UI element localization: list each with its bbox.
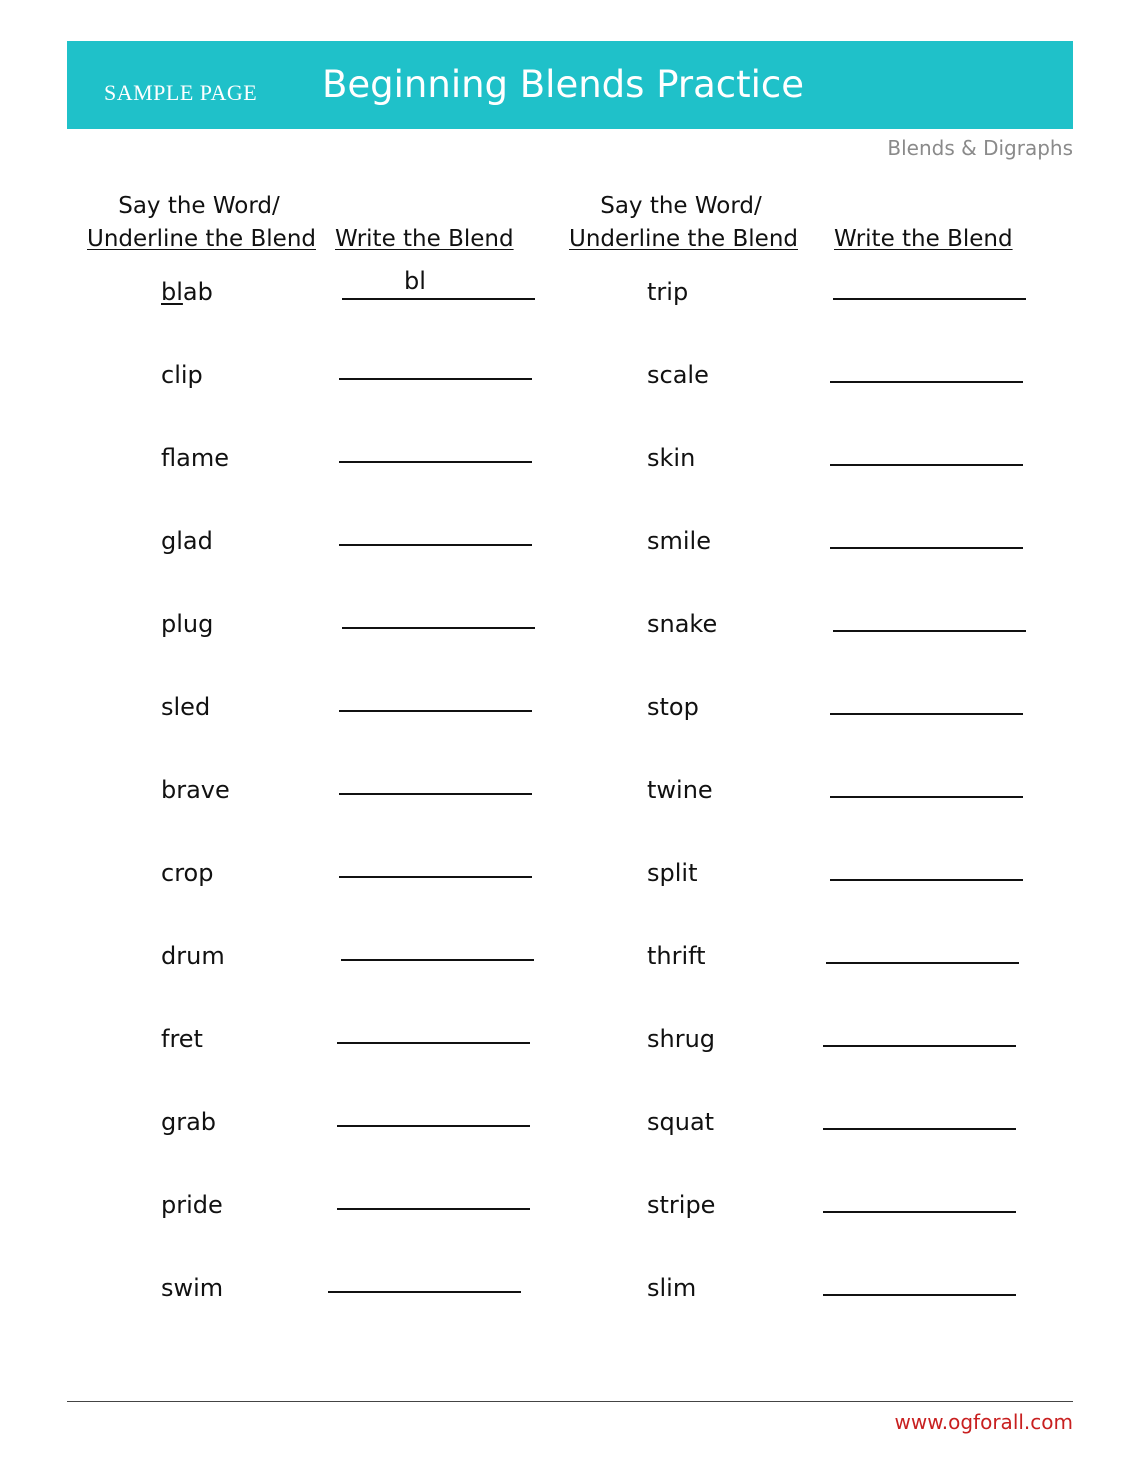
left-answer-line[interactable] <box>339 378 532 380</box>
left-answer-line[interactable] <box>342 627 535 629</box>
category-subtitle: Blends & Digraphs <box>887 136 1073 160</box>
right-answer-line[interactable] <box>830 381 1023 383</box>
sample-page-label: SAMPLE PAGE <box>104 80 258 105</box>
left-say-header-line1: Say the Word/ <box>118 193 280 219</box>
right-answer-line[interactable] <box>830 464 1023 466</box>
right-say-header-line1: Say the Word/ <box>600 193 762 219</box>
left-say-header <box>87 190 316 256</box>
left-word: flame <box>161 444 229 472</box>
page-title: Beginning Blends Practice <box>322 63 804 106</box>
left-word: clip <box>161 361 203 389</box>
right-word: stop <box>647 693 699 721</box>
right-say-header <box>569 190 798 256</box>
footer-url: www.ogforall.com <box>894 1410 1073 1434</box>
right-answer-line[interactable] <box>823 1211 1016 1213</box>
left-word: crop <box>161 859 214 887</box>
right-write-header-label: Write the Blend <box>834 226 1013 252</box>
footer-divider <box>67 1401 1073 1402</box>
left-answer-line[interactable] <box>339 544 532 546</box>
right-word: smile <box>647 527 711 555</box>
title-banner <box>67 41 1073 129</box>
right-word: thrift <box>647 942 706 970</box>
left-answer-line[interactable] <box>339 793 532 795</box>
left-underline-header: Underline the Blend <box>87 226 316 252</box>
left-answer-line[interactable] <box>341 959 534 961</box>
left-write-header <box>335 223 514 256</box>
left-answer-line[interactable] <box>337 1125 530 1127</box>
left-word: swim <box>161 1274 224 1302</box>
right-answer-line[interactable] <box>823 1294 1016 1296</box>
left-answer-line[interactable] <box>328 1291 521 1293</box>
right-word: stripe <box>647 1191 716 1219</box>
right-answer-line[interactable] <box>833 630 1026 632</box>
left-answer-line[interactable] <box>339 710 532 712</box>
right-answer-line[interactable] <box>823 1128 1016 1130</box>
left-word: plug <box>161 610 214 638</box>
right-answer-line[interactable] <box>830 796 1023 798</box>
right-underline-header: Underline the Blend <box>569 226 798 252</box>
right-answer-line[interactable] <box>823 1045 1016 1047</box>
right-answer-line[interactable] <box>833 298 1026 300</box>
left-word: pride <box>161 1191 223 1219</box>
example-answer: bl <box>404 267 426 295</box>
right-word: slim <box>647 1274 697 1302</box>
example-answer-line[interactable] <box>342 298 535 300</box>
right-word: split <box>647 859 698 887</box>
right-word: shrug <box>647 1025 716 1053</box>
left-word: brave <box>161 776 230 804</box>
left-answer-line[interactable] <box>339 461 532 463</box>
right-answer-line[interactable] <box>830 547 1023 549</box>
left-write-header-label: Write the Blend <box>335 226 514 252</box>
right-word: skin <box>647 444 696 472</box>
example-word-rest: ab <box>182 278 213 306</box>
left-word: sled <box>161 693 211 721</box>
left-word: grab <box>161 1108 217 1136</box>
right-word: squat <box>647 1108 715 1136</box>
example-blend: bl <box>161 278 183 306</box>
right-answer-line[interactable] <box>830 879 1023 881</box>
right-word: scale <box>647 361 709 389</box>
left-answer-line[interactable] <box>337 1208 530 1210</box>
right-write-header <box>834 223 1013 256</box>
right-answer-line[interactable] <box>826 962 1019 964</box>
left-answer-line[interactable] <box>337 1042 530 1044</box>
example-word <box>161 278 213 306</box>
right-word: trip <box>647 278 689 306</box>
left-answer-line[interactable] <box>339 876 532 878</box>
left-word: fret <box>161 1025 203 1053</box>
right-word: twine <box>647 776 713 804</box>
right-answer-line[interactable] <box>830 713 1023 715</box>
left-word: glad <box>161 527 213 555</box>
left-word: drum <box>161 942 225 970</box>
right-word: snake <box>647 610 718 638</box>
